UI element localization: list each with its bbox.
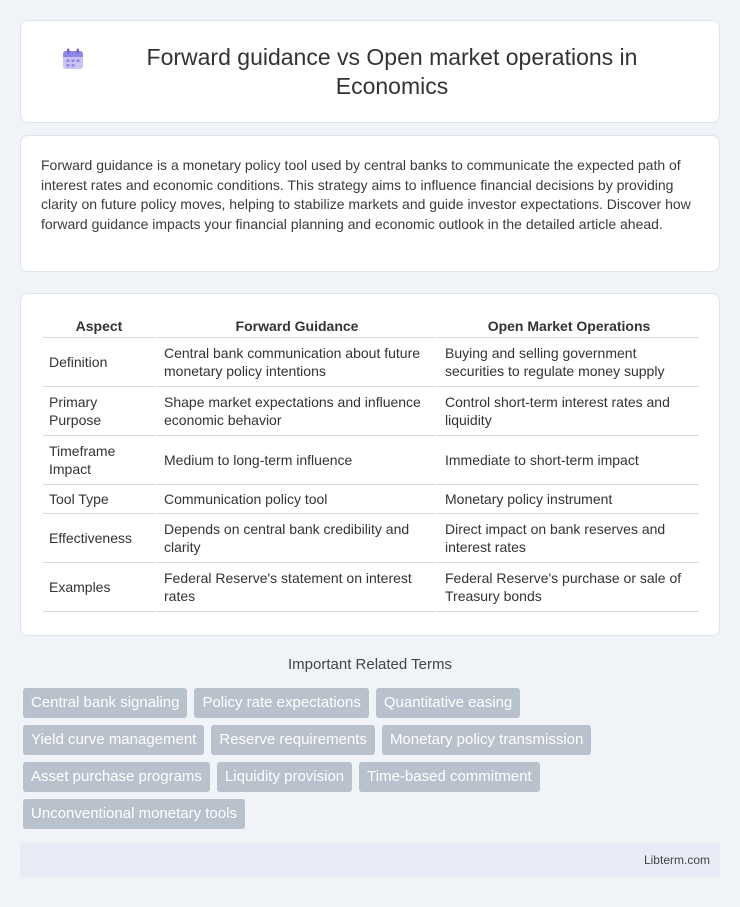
cell-forward-guidance: Central bank communication about future monetary policy intentions bbox=[155, 338, 436, 387]
page-title: Forward guidance vs Open market operations in Economics bbox=[146, 43, 638, 99]
header-open-market-operations: Open Market Operations bbox=[436, 312, 699, 338]
table-row bbox=[43, 436, 699, 485]
tag-liquidity-provision[interactable]: Liquidity provision bbox=[217, 762, 352, 792]
cell-open-market: Direct impact on bank reserves and interest rates bbox=[436, 514, 699, 563]
cell-open-market: Buying and selling government securities to regulate money supply bbox=[436, 338, 699, 387]
footer bbox=[20, 843, 720, 877]
table-row bbox=[43, 338, 699, 387]
table-row bbox=[43, 514, 699, 563]
intro-text: Forward guidance is a monetary policy tool used by central banks to communicate the expected path of interest rates and economic conditions. This strategy aims to influence financial decisions by providing clarity on future policy moves, helping to stabilize markets and guide investor expectations. Discover how forward guidance impacts your financial planning and economic outlook in the detailed article ahead. bbox=[41, 157, 691, 232]
cell-open-market: Immediate to short-term impact bbox=[436, 436, 699, 485]
tag-asset-purchase-programs[interactable]: Asset purchase programs bbox=[23, 762, 210, 792]
table-row bbox=[43, 387, 699, 436]
cell-forward-guidance: Medium to long-term influence bbox=[155, 436, 436, 485]
tag-row bbox=[23, 762, 723, 792]
related-terms-heading: Important Related Terms bbox=[288, 656, 452, 673]
cell-open-market: Monetary policy instrument bbox=[436, 485, 699, 514]
table-row bbox=[43, 563, 699, 612]
tag-monetary-policy-transmission[interactable]: Monetary policy transmission bbox=[382, 725, 591, 755]
tag-unconventional-monetary-tools[interactable]: Unconventional monetary tools bbox=[23, 799, 245, 829]
tag-quantitative-easing[interactable]: Quantitative easing bbox=[376, 688, 520, 718]
tag-central-bank-signaling[interactable]: Central bank signaling bbox=[23, 688, 187, 718]
cell-open-market: Federal Reserve's purchase or sale of Treasury bonds bbox=[436, 563, 699, 612]
table-row bbox=[43, 485, 699, 514]
tag-row bbox=[23, 688, 723, 718]
intro-card bbox=[20, 135, 720, 272]
cell-forward-guidance: Federal Reserve's statement on interest rates bbox=[155, 563, 436, 612]
footer-brand-link[interactable]: Libterm.com bbox=[643, 853, 710, 867]
tag-reserve-requirements[interactable]: Reserve requirements bbox=[211, 725, 375, 755]
table-header-row bbox=[43, 312, 699, 338]
title-wrap bbox=[61, 43, 679, 101]
cell-aspect: Definition bbox=[43, 338, 155, 387]
title-card bbox=[20, 20, 720, 123]
tag-yield-curve-management[interactable]: Yield curve management bbox=[23, 725, 204, 755]
cell-aspect: Effectiveness bbox=[43, 514, 155, 563]
cell-forward-guidance: Depends on central bank credibility and clarity bbox=[155, 514, 436, 563]
calendar-icon bbox=[61, 47, 85, 71]
tag-row bbox=[23, 799, 723, 829]
cell-aspect: Tool Type bbox=[43, 485, 155, 514]
comparison-table bbox=[43, 312, 699, 612]
header-aspect: Aspect bbox=[43, 312, 155, 338]
cell-open-market: Control short-term interest rates and liquidity bbox=[436, 387, 699, 436]
cell-aspect: Timeframe Impact bbox=[43, 436, 155, 485]
tag-policy-rate-expectations[interactable]: Policy rate expectations bbox=[194, 688, 368, 718]
tag-row bbox=[23, 725, 723, 755]
cell-aspect: Examples bbox=[43, 563, 155, 612]
cell-aspect: Primary Purpose bbox=[43, 387, 155, 436]
cell-forward-guidance: Shape market expectations and influence economic behavior bbox=[155, 387, 436, 436]
tag-time-based-commitment[interactable]: Time-based commitment bbox=[359, 762, 540, 792]
cell-forward-guidance: Communication policy tool bbox=[155, 485, 436, 514]
comparison-table-card bbox=[20, 293, 720, 636]
header-forward-guidance: Forward Guidance bbox=[155, 312, 436, 338]
related-terms-list bbox=[23, 688, 723, 836]
